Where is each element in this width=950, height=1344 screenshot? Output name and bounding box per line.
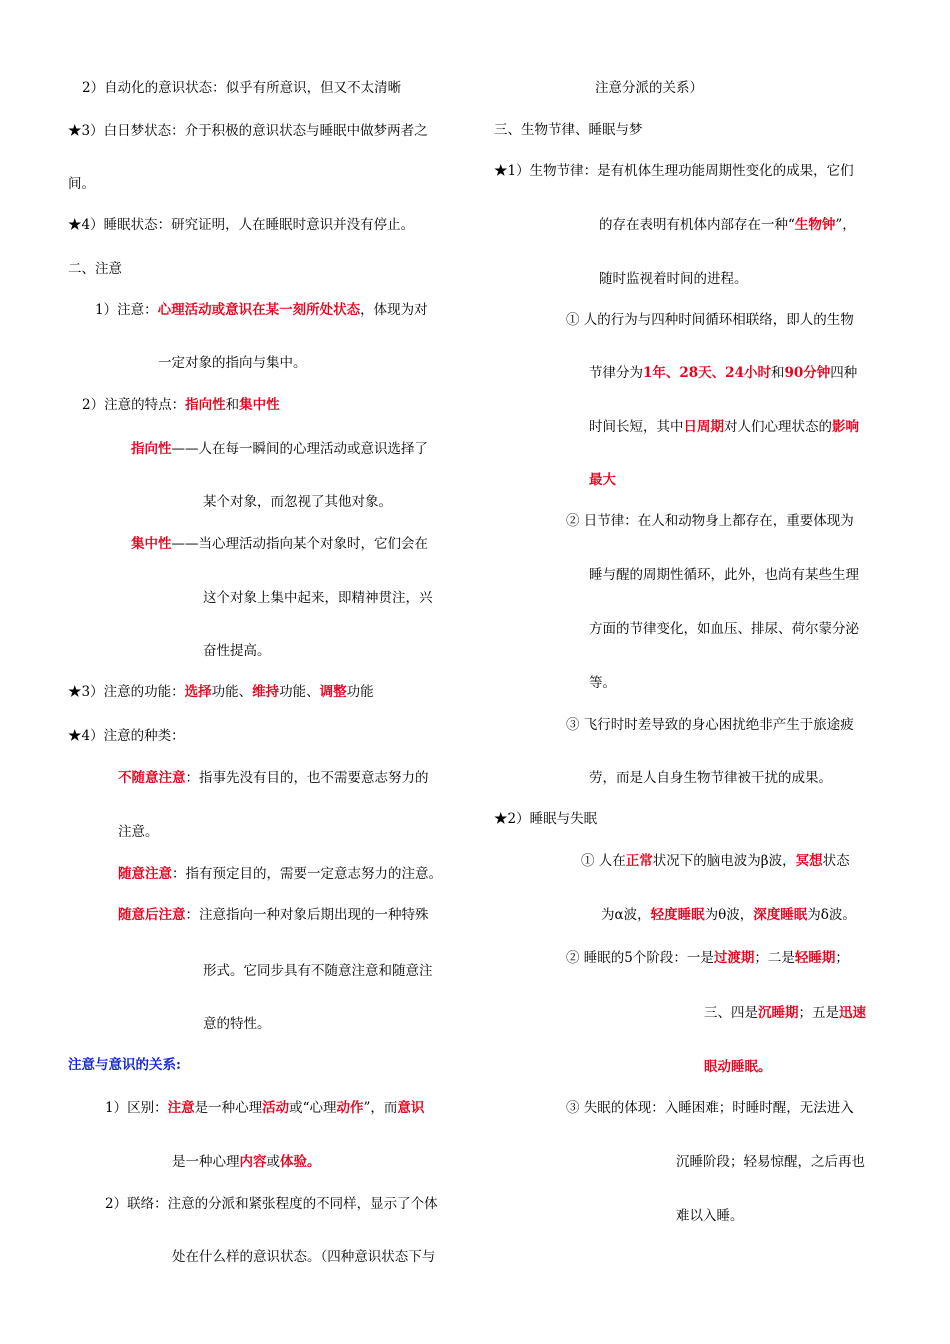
- line-concentration: 集中性——当心理活动指向某个对象时，它们会在: [131, 536, 428, 552]
- line-attention-features: 2）注意的特点：指向性和集中性: [82, 397, 280, 413]
- line-attention-definition: 1）注意：心理活动或意识在某一刻所处状态，体现为对: [95, 302, 428, 318]
- line-biorhythm-cont2: 随时监视着时间的进程。: [599, 271, 748, 287]
- line-insomnia-cont1: 沉睡阶段；轻易惊醒，之后再也: [676, 1154, 865, 1170]
- line-connection: 2）联络：注意的分派和紧张程度的不同样，显示了个体: [105, 1196, 438, 1212]
- line-four-cycles-cont2: 时间长短，其中日周期对人们心理状态的影响: [589, 419, 859, 435]
- line-insomnia-cont2: 难以入睡。: [676, 1208, 744, 1224]
- line-sleep-stages-cont2: 眼动睡眠。: [704, 1059, 772, 1075]
- line-four-cycles: ① 人的行为与四种时间循环相联络，即人的生物: [566, 312, 854, 328]
- line-biorhythm-definition: ★1）生物节律：是有机体生理功能周期性变化的成果，它们: [494, 163, 854, 179]
- line-post-voluntary-cont2: 意的特性。: [203, 1016, 271, 1032]
- line-directionality-cont: 某个对象，而忽视了其他对象。: [203, 494, 392, 510]
- line-four-cycles-cont3: 最大: [589, 472, 616, 488]
- line-automatic-state: 2）自动化的意识状态：似乎有所意识，但又不太清晰: [82, 80, 402, 96]
- line-sleep-stages-cont1: 三、四是沉睡期；五是迅速: [704, 1005, 866, 1021]
- line-concentration-cont2: 奋性提高。: [203, 643, 271, 659]
- heading-sleep-insomnia: ★2）睡眠与失眠: [494, 811, 598, 827]
- line-connection-cont: 处在什么样的意识状态。（四种意识状态下与: [172, 1249, 436, 1265]
- line-daily-rhythm: ② 日节律：在人和动物身上都存在，重要体现为: [566, 513, 854, 529]
- line-jet-lag: ③ 飞行时时差导致的身心困扰绝非产生于旅途疲: [566, 717, 854, 733]
- heading-biorhythm-sleep-dream: 三、生物节律、睡眠与梦: [494, 122, 643, 138]
- line-daydream-state: ★3）白日梦状态：介于积极的意识状态与睡眠中做梦两者之: [68, 123, 428, 139]
- line-four-cycles-cont1: 节律分为1年、28天、24小时和90分钟四种: [589, 365, 858, 381]
- line-involuntary-attention: 不随意注意：指事先没有目的，也不需要意志努力的: [118, 770, 429, 786]
- line-directionality: 指向性——人在每一瞬间的心理活动或意识选择了: [131, 441, 428, 457]
- line-voluntary-attention: 随意注意：指有预定目的，需要一定意志努力的注意。: [118, 866, 442, 882]
- line-jet-lag-cont: 劳，而是人自身生物节律被干扰的成果。: [589, 770, 832, 786]
- line-brainwaves-cont: 为α波，轻度睡眠为θ波，深度睡眠为δ波。: [601, 907, 856, 923]
- line-insomnia: ③ 失眠的体现：入睡困难；时睡时醒，无法进入: [566, 1100, 854, 1116]
- line-daily-rhythm-cont2: 方面的节律变化，如血压、排尿、荷尔蒙分泌: [589, 621, 859, 637]
- line-post-voluntary-cont1: 形式。它同步具有不随意注意和随意注: [203, 963, 433, 979]
- line-attention-types: ★4）注意的种类：: [68, 728, 185, 744]
- line-difference: 1）区别：注意是一种心理活动或“心理动作”，而意识: [105, 1100, 425, 1116]
- line-attention-functions: ★3）注意的功能：选择功能、维持功能、调整功能: [68, 684, 374, 700]
- line-daily-rhythm-cont3: 等。: [589, 675, 616, 691]
- line-daily-rhythm-cont1: 睡与醒的周期性循环，此外，也尚有某些生理: [589, 567, 859, 583]
- line-sleep-stages: ② 睡眠的5个阶段：一是过渡期；二是轻睡期；: [566, 950, 849, 966]
- line-involuntary-attention-cont: 注意。: [118, 824, 159, 840]
- heading-attention-consciousness: 注意与意识的关系:: [68, 1057, 181, 1073]
- heading-attention: 二、注意: [68, 261, 122, 277]
- line-difference-cont: 是一种心理内容或体验。: [172, 1154, 321, 1170]
- line-sleep-state: ★4）睡眠状态：研究证明，人在睡眠时意识并没有停止。: [68, 217, 415, 233]
- line-biorhythm-cont1: 的存在表明有机体内部存在一种“生物钟”，: [599, 217, 856, 233]
- line-concentration-cont1: 这个对象上集中起来，即精神贯注，兴: [203, 590, 433, 606]
- line-post-voluntary-attention: 随意后注意：注意指向一种对象后期出现的一种特殊: [118, 907, 429, 923]
- line-brainwaves: ① 人在正常状况下的脑电波为β波，冥想状态: [581, 853, 850, 869]
- line-daydream-cont: 间。: [68, 176, 95, 192]
- line-connection-cont2: 注意分派的关系）: [595, 80, 703, 96]
- line-attention-definition-cont: 一定对象的指向与集中。: [158, 355, 307, 371]
